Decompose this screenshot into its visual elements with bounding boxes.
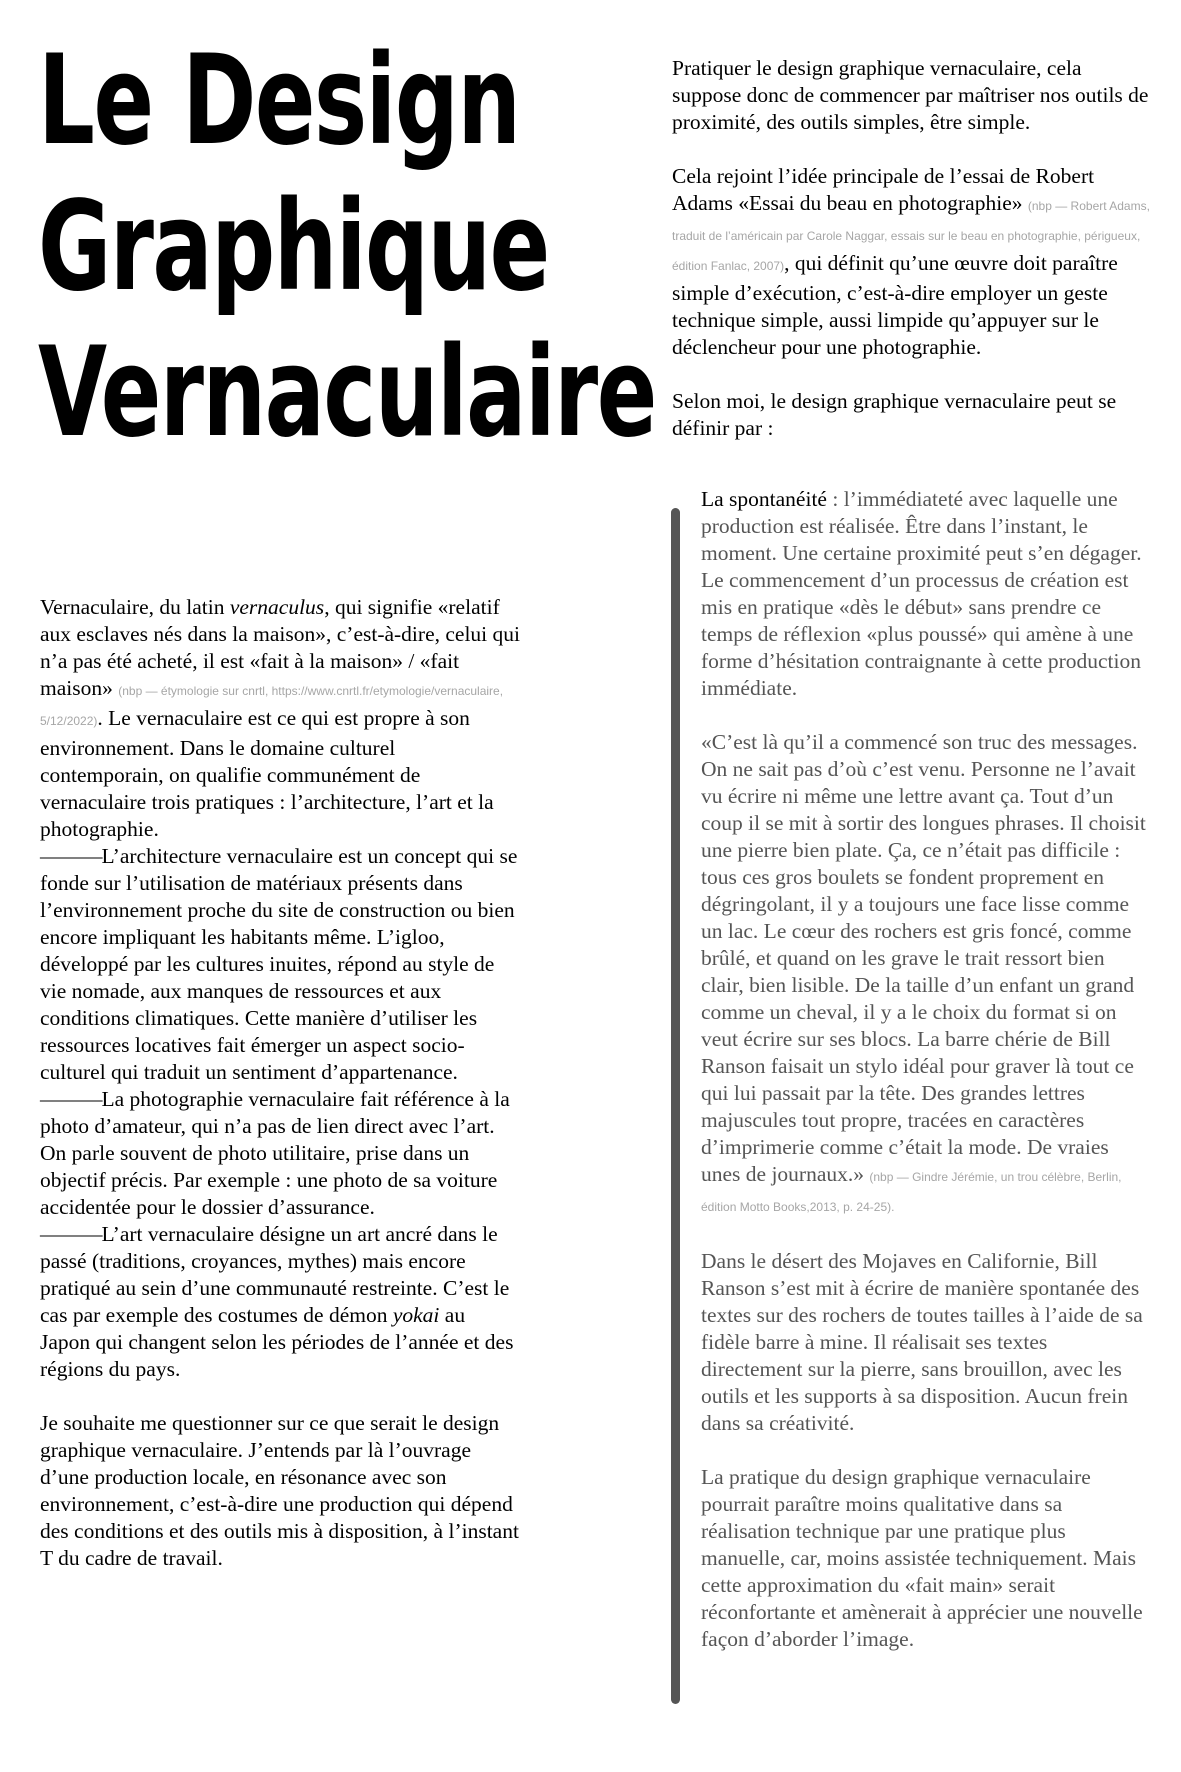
dash-divider: ———: [40, 1222, 102, 1246]
practice-paragraph: Pratiquer le design graphique vernaculaire, cela suppose donc de commencer par maîtriser nos outils de proximité, des outils simples, être simple.: [672, 56, 1149, 134]
architecture-paragraph: [40, 843, 520, 1086]
spontaneity-text: : l’immédiateté avec laquelle une production est réalisée. Être dans l’instant, le moment. Une certaine proximité peut s’en dégager. Le commencement d’un processus de création est mis en pratique «dès le début» sans prendre ce temps de réflexion «plus poussé» qui amène à une forme d’hésitation contraignante à cette production immédiate.: [701, 487, 1142, 700]
art-text-a: L’art vernaculaire désigne un art ancré dans le passé (traditions, croyances, mythes) mais encore pratiqué au sein d’une communauté restreinte. C’est le cas par exemple des costumes de démon: [40, 1222, 510, 1327]
title-line-2: Graphique: [38, 175, 549, 319]
definition-intro: Selon moi, le design graphique vernaculaire peut se définir par :: [672, 389, 1117, 440]
dash-divider: ———: [40, 1087, 102, 1111]
footnote-etymology: (nbp — étymologie sur cnrtl, https://www.cnrtl.fr/etymologie/vernaculaire, 5/12/2022): [40, 684, 504, 728]
footnote-gindre: (nbp — Gindre Jérémie, un trou célèbre, Berlin, édition Motto Books,2013, p. 24-25).: [701, 1170, 1122, 1214]
citation-text: «C’est là qu’il a commencé son truc des messages. On ne sait pas d’où c’est venu. Personne ne l’avait vu écrire ni même une lettre avant ça. Tout d’un coup il se mit à sortir des longues phrases. Il choisit une pierre bien plate. Ça, ce n’était pas difficile : tous ces gros boulets se fondent proprement en dégringolant, il y a toujours une face lisse comme un lac. Le cœur des rochers est gris foncé, comme brûlé, et quand on les grave le trait ressort bien clair, bien lisible. De la taille d’un enfant un grand comme un cheval, il y a le choix du format si on veut écrire sur ses blocs. La barre chérie de Bill Ranson faisait un stylo idéal pour graver là tout ce qui lui passait par la tête. Des grandes lettres majuscules tout propre, tracées en caractères d’imprimerie comme c’était la mode. De vraies unes de journaux.»: [701, 730, 1146, 1186]
quote-block: [701, 486, 1151, 1680]
left-column: [40, 594, 520, 1572]
footnote-adams: (nbp — Robert Adams, traduit de l’américain par Carole Naggar, essais sur le beau en photographie, périgueux, édition Fanlac, 2007): [672, 199, 1150, 273]
page-title: [38, 28, 656, 466]
citation-paragraph: [701, 729, 1151, 1221]
adams-text-b: , qui définit qu’une œuvre doit paraître simple d’exécution, c’est-à-dire employer un geste technique simple, aussi limpide qu’appuyer sur le déclencheur pour une photographie.: [672, 251, 1118, 359]
mojave-paragraph: Dans le désert des Mojaves en Californie, Bill Ranson s’est mit à écrire de manière spontanée des textes sur des rochers de toutes tailles à l’aide de sa fidèle barre à mine. Il réalisait ses textes directement sur la pierre, sans brouillon, avec les outils et les supports à sa disposition. Aucun frein dans sa créativité.: [701, 1249, 1143, 1435]
quote-bar: [671, 508, 680, 1704]
intro-text-c: . Le vernaculaire est ce qui est propre à son environnement. Dans le domaine culturel contemporain, on qualifie communément de vernaculaire trois pratiques : l’architecture, l’art et la photographie.: [40, 706, 494, 841]
art-paragraph: [40, 1221, 520, 1383]
spontaneity-label: La spontanéité: [701, 487, 827, 511]
conclusion-paragraph: La pratique du design graphique vernaculaire pourrait paraître moins qualitative dans sa réalisation technique par une pratique plus manuelle, car, moins assistée techniquement. Mais cette approximation du «fait main» serait réconfortante et amènerait à apprécier une nouvelle façon d’aborder l’image.: [701, 1465, 1143, 1651]
dash-divider: ———: [40, 844, 102, 868]
intro-paragraph: [40, 594, 520, 843]
architecture-text: L’architecture vernaculaire est un concept qui se fonde sur l’utilisation de matériaux présents dans l’environnement proche du site de construction ou bien encore impliquant les habitants même. L’igloo, développé par les cultures inuites, répond au style de vie nomade, aux manques de ressources et aux conditions climatiques. Cette manière d’utiliser les ressources locatives fait émerger un aspect socio-culturel qui traduit un sentiment d’appartenance.: [40, 844, 518, 1084]
adams-paragraph: [672, 163, 1152, 361]
photography-paragraph: [40, 1086, 520, 1221]
title-line-3: Vernaculaire: [38, 321, 656, 465]
spontaneity-paragraph: [701, 486, 1151, 702]
intro-text-a: Vernaculaire, du latin: [40, 595, 230, 619]
adams-text-a: Cela rejoint l’idée principale de l’essai de Robert Adams «Essai du beau en photographie»: [672, 164, 1095, 215]
right-column: [672, 55, 1152, 469]
yokai-term: yokai: [392, 1303, 440, 1327]
art-text-b: au Japon qui changent selon les périodes de l’année et des régions du pays.: [40, 1303, 514, 1381]
title-line-1: Le Design: [38, 29, 520, 173]
question-paragraph: Je souhaite me questionner sur ce que serait le design graphique vernaculaire. J’entends par là l’ouvrage d’une production locale, en résonance avec son environnement, c’est-à-dire une production qui dépend des conditions et des outils mis à disposition, à l’instant T du cadre de travail.: [40, 1411, 519, 1570]
intro-latin-term: vernaculus: [229, 595, 325, 619]
photography-text: La photographie vernaculaire fait référence à la photo d’amateur, qui n’a pas de lien direct avec l’art. On parle souvent de photo utilitaire, prise dans un objectif précis. Par exemple : une photo de sa voiture accidentée pour le dossier d’assurance.: [40, 1087, 510, 1219]
intro-text-b: , qui signifie «relatif aux esclaves nés dans la maison», c’est-à-dire, celui qui n’a pas été acheté, il est «fait à la maison» / «fait maison»: [40, 595, 520, 700]
